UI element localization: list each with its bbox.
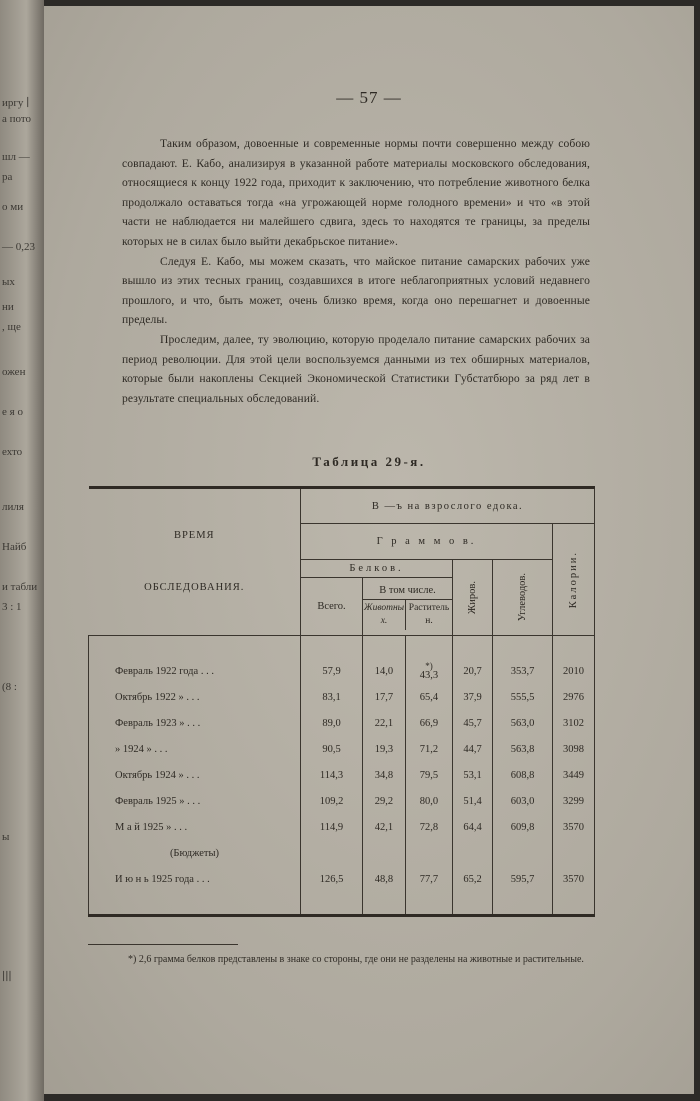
- cell-vegetable: 66,9: [405, 710, 452, 736]
- ghost-text: ра: [2, 171, 13, 183]
- ghost-text: о ми: [2, 201, 24, 213]
- header-calories: [553, 524, 595, 636]
- cell-carbs: 609,8: [493, 814, 553, 840]
- row-label: Февраль 1923 » . . .: [89, 710, 301, 736]
- cell-total: 83,1: [301, 684, 363, 710]
- cell-animal: 29,2: [363, 788, 406, 814]
- cell-total: 126,5: [301, 866, 363, 916]
- cell-total: 114,3: [301, 762, 363, 788]
- cell-fats: 45,7: [453, 710, 493, 736]
- header-fats-label: Жиров.: [467, 580, 478, 615]
- ghost-text: шл —: [2, 151, 30, 163]
- row-label: » 1924 » . . .: [89, 736, 301, 762]
- paragraph: Проследим, далее, ту эволюцию, которую проделало питание самарских рабочих за период революции. Для этой цели воспользуемся данными из тех обширных материалов, которые были накоплены Секцией Экономической Статистики Губстатбюро за ряд лет в результате специальных обследований.: [122, 332, 590, 405]
- cell-vegetable: 65,4: [405, 684, 452, 710]
- ghost-text: 3 : 1: [2, 601, 22, 613]
- ghost-text: ни: [2, 301, 14, 313]
- ghost-text: (8 :: [2, 681, 17, 693]
- ghost-text: ожен: [2, 366, 26, 378]
- cell-total: 109,2: [301, 788, 363, 814]
- table-row: [89, 814, 595, 840]
- book-page: [44, 6, 694, 1094]
- ghost-text: лиля: [2, 501, 24, 513]
- footnote-marker: *): [425, 661, 433, 671]
- header-vegetable: Растительн.: [408, 603, 450, 626]
- row-label: Февраль 1922 года . . .: [89, 636, 301, 685]
- ghost-text: ехто: [2, 446, 23, 458]
- cell-calories: 3570: [553, 866, 595, 916]
- cell-animal: 17,7: [363, 684, 406, 710]
- ghost-text: — 0,23: [2, 241, 35, 253]
- cell-total: 114,9: [301, 814, 363, 840]
- row-label: И ю н ь 1925 года . . .: [89, 866, 301, 916]
- row-label: М а й 1925 » . . .: [89, 814, 301, 840]
- cell-calories: 3102: [553, 710, 595, 736]
- header-carbs-label: Углеводов.: [517, 573, 528, 622]
- cell-carbs: 563,0: [493, 710, 553, 736]
- ghost-text: иргу ∣: [2, 97, 30, 109]
- cell-fats: 53,1: [453, 762, 493, 788]
- header-proteins: Белков.: [301, 560, 453, 578]
- row-label: Февраль 1925 » . . .: [89, 788, 301, 814]
- cell-vegetable: 71,2: [405, 736, 452, 762]
- empty-cell: [453, 840, 493, 866]
- cell-animal: 14,0: [363, 636, 406, 685]
- table-row: [89, 636, 595, 685]
- header-period-label: ВРЕМЯ ОБСЛЕДОВАНИЯ.: [144, 530, 245, 593]
- header-calories-label: Калории.: [568, 550, 579, 609]
- ghost-text: ых: [2, 276, 15, 288]
- cell-animal: 34,8: [363, 762, 406, 788]
- empty-cell: [553, 840, 595, 866]
- header-including-group: [363, 578, 453, 636]
- row-label: Октябрь 1924 » . . .: [89, 762, 301, 788]
- empty-cell: [301, 840, 363, 866]
- cell-total: 90,5: [301, 736, 363, 762]
- table-row: [89, 866, 595, 916]
- cell-calories: 3098: [553, 736, 595, 762]
- cell-calories: 2010: [553, 636, 595, 685]
- cell-fats: 51,4: [453, 788, 493, 814]
- table-row: [89, 788, 595, 814]
- paragraph: Следуя Е. Кабо, мы можем сказать, что майское питание самарских рабочих уже вышло из этих тесных границ, создавшихся в итоге неблагоприятных условий недавнего прошлого, и что, быть может, очень близко время, когда оно перешагнет и довоенные пределы.: [122, 254, 590, 327]
- ghost-text: ы: [2, 831, 10, 843]
- vegetable-value: 43,3: [419, 670, 439, 681]
- cell-fats: 65,2: [453, 866, 493, 916]
- cell-carbs: 563,8: [493, 736, 553, 762]
- cell-carbs: 595,7: [493, 866, 553, 916]
- cell-carbs: 555,5: [493, 684, 553, 710]
- page-number: — 57 —: [336, 88, 402, 107]
- cell-animal: 19,3: [363, 736, 406, 762]
- adjacent-page-edge: [0, 0, 44, 1101]
- header-per-adult: В —ъ на взрослого едока.: [301, 488, 595, 524]
- table-body: [89, 636, 595, 916]
- cell-fats: 37,9: [453, 684, 493, 710]
- ghost-text: а пото: [2, 113, 32, 125]
- cell-animal: 48,8: [363, 866, 406, 916]
- footnote: *) 2,6 грамма белков представлены в знаке со стороны, где они не разделены на животные и растительные.: [128, 954, 584, 965]
- empty-cell: [363, 840, 406, 866]
- cell-total: 57,9: [301, 636, 363, 685]
- table-row: [89, 710, 595, 736]
- cell-animal: 22,1: [363, 710, 406, 736]
- cell-calories: 2976: [553, 684, 595, 710]
- empty-cell: [405, 840, 452, 866]
- cell-fats: 44,7: [453, 736, 493, 762]
- cell-calories: 3570: [553, 814, 595, 840]
- header-total: Всего.: [301, 578, 363, 636]
- cell-fats: 64,4: [453, 814, 493, 840]
- empty-cell: [493, 840, 553, 866]
- cell-carbs: 608,8: [493, 762, 553, 788]
- cell-vegetable: 79,5: [405, 762, 452, 788]
- header-animal: Животных.: [363, 600, 406, 630]
- cell-carbs: 353,7: [493, 636, 553, 685]
- cell-vegetable: 80,0: [405, 788, 452, 814]
- table-row: [89, 684, 595, 710]
- ghost-text: Найб: [2, 541, 27, 553]
- ghost-text: и табли: [2, 581, 38, 593]
- budget-label: (Бюджеты): [89, 840, 301, 866]
- ghost-text: , ще: [2, 321, 21, 333]
- header-fats: [453, 560, 493, 636]
- paragraph: Таким образом, довоенные и современные нормы почти совершенно между собою совпадают. Е. Кабо, анализируя в указанной работе материалы московского обследования, относящиеся к концу 1922 года, приходит к заключению, что потребление животного белка продолжало оставаться тогда «на угрожающей норме голодного времени» и что «в этой части не наблюдается ни малейшего сдвига, здесь то находятся те границы, за пределы которых не в силах было выйти декабрьское питание».: [122, 137, 590, 248]
- table-row: [89, 736, 595, 762]
- ghost-text: ∣∣∣: [2, 971, 12, 983]
- header-including-subcols: [363, 600, 452, 630]
- cell-animal: 42,1: [363, 814, 406, 840]
- table-title: Таблица 29-я.: [312, 454, 426, 469]
- cell-vegetable: 77,7: [405, 866, 452, 916]
- header-grams: Г р а м м о в.: [301, 524, 553, 560]
- cell-fats: 20,7: [453, 636, 493, 685]
- header-period: [89, 488, 301, 636]
- cell-vegetable: 72,8: [405, 814, 452, 840]
- ghost-text: е я о: [2, 406, 23, 418]
- cell-calories: 3449: [553, 762, 595, 788]
- header-including: В том числе.: [363, 583, 452, 600]
- cell-carbs: 603,0: [493, 788, 553, 814]
- body-text: [122, 134, 590, 408]
- footnote-rule: [88, 944, 238, 945]
- cell-vegetable: [405, 636, 452, 685]
- nutrition-table: [88, 486, 595, 917]
- header-carbs: [493, 560, 553, 636]
- cell-calories: 3299: [553, 788, 595, 814]
- table-row-budget: [89, 840, 595, 866]
- table-row: [89, 762, 595, 788]
- row-label: Октябрь 1922 » . . .: [89, 684, 301, 710]
- cell-total: 89,0: [301, 710, 363, 736]
